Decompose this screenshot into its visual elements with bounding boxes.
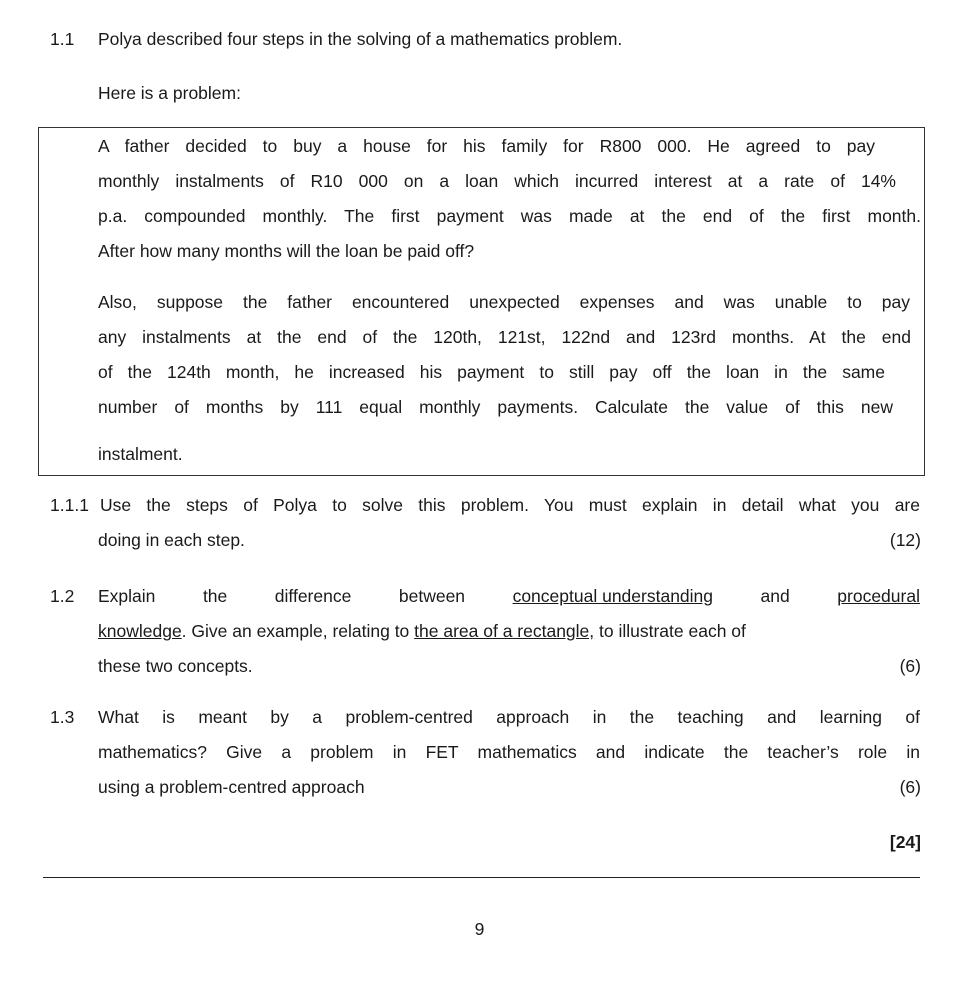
question-number-1-3: 1.3 xyxy=(50,707,75,727)
problem-line: of the 124th month, he increased his payment to still pay off the loan in the same xyxy=(98,362,885,382)
question-number-1-2: 1.2 xyxy=(50,586,75,606)
question-1-1-text: Polya described four steps in the solving of a mathematics problem. xyxy=(98,29,623,49)
question-1-2-line-2 xyxy=(98,621,746,642)
problem-intro: Here is a problem: xyxy=(98,83,241,103)
problem-line: After how many months will the loan be paid off? xyxy=(98,241,475,261)
term-knowledge: knowledge xyxy=(98,621,182,641)
term-area-of-rectangle: the area of a rectangle, xyxy=(414,621,595,641)
problem-line: p.a. compounded monthly. The first payment was made at the end of the first month. xyxy=(98,206,921,226)
question-number-1-1-1: 1.1.1 xyxy=(50,495,89,515)
question-1-2-line-3: these two concepts. xyxy=(98,656,253,676)
marks-1-3: (6) xyxy=(899,777,921,797)
question-number-1-1: 1.1 xyxy=(50,29,75,49)
problem-line: number of months by 111 equal monthly payments. Calculate the value of this new xyxy=(98,397,893,417)
text-segment: to illustrate each of xyxy=(594,621,746,641)
word: difference xyxy=(274,586,352,606)
question-1-1-1-line: doing in each step. xyxy=(98,530,245,550)
question-1-3-line-1: What is meant by a problem-centred approach in the teaching and learning of xyxy=(98,707,920,727)
total-marks: [24] xyxy=(889,832,921,852)
question-1-1-1-line: Use the steps of Polya to solve this problem. You must explain in detail what you are xyxy=(100,495,920,515)
problem-line: Also, suppose the father encountered unexpected expenses and was unable to pay xyxy=(98,292,910,312)
word: between xyxy=(398,586,466,606)
problem-line: monthly instalments of R10 000 on a loan which incurred interest at a rate of 14% xyxy=(98,171,896,191)
text-segment: . Give an example, relating to xyxy=(181,621,415,641)
word: the xyxy=(202,586,228,606)
problem-line: any instalments at the end of the 120th, 121st, 122nd and 123rd months. At the end xyxy=(98,327,911,347)
question-1-2-line-1 xyxy=(98,586,920,607)
question-1-3-line-3: using a problem-centred approach xyxy=(98,777,365,797)
problem-line: instalment. xyxy=(98,444,183,464)
term-procedural: procedural xyxy=(837,586,920,606)
term-conceptual-understanding: conceptual understanding xyxy=(512,586,714,606)
marks-1-2: (6) xyxy=(899,656,921,676)
question-1-3-line-2: mathematics? Give a problem in FET mathematics and indicate the teacher’s role in xyxy=(98,742,920,762)
page-number: 9 xyxy=(474,919,485,939)
problem-line: A father decided to buy a house for his family for R800 000. He agreed to pay xyxy=(98,136,875,156)
marks-1-1-1: (12) xyxy=(889,530,921,550)
section-divider xyxy=(43,877,920,878)
word: Explain xyxy=(98,586,156,606)
word: and xyxy=(760,586,790,606)
